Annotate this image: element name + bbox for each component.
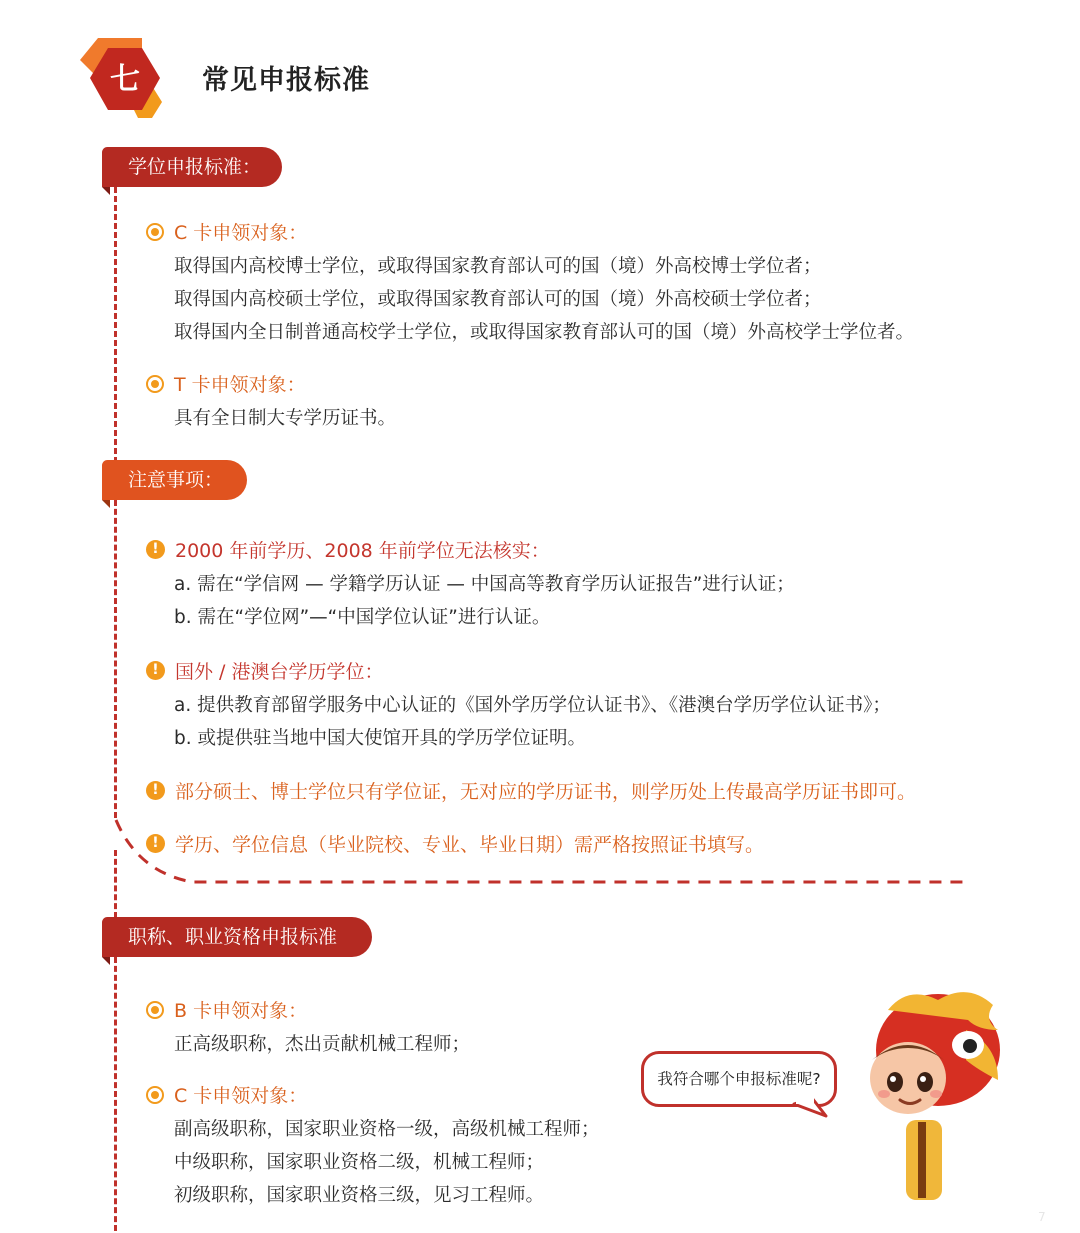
warning-icon: ! [146,834,165,853]
title-c-line: 中级职称，国家职业资格二级，机械工程师； [174,1152,545,1173]
heading-text: C 卡申领对象： [174,1085,308,1107]
note-foreign-heading [146,657,383,684]
note-line: a. 需在“学信网 — 学籍学历认证 — 中国高等教育学历认证报告”进行认证； [174,574,795,595]
note-text: 部分硕士、博士学位只有学位证，无对应的学历证书，则学历处上传最高学历证书即可。 [175,781,917,803]
timeline-dash [114,500,117,818]
degree-c-line: 取得国内高校博士学位，或取得国家教育部认可的国（境）外高校博士学位者； [174,256,822,277]
tab-degree-standard: 学位申报标准： [102,147,282,187]
timeline-dash [114,187,117,463]
degree-c-line: 取得国内全日制普通高校学士学位，或取得国家教育部认可的国（境）外高校学士学位者。 [174,322,915,343]
note-line: b. 或提供驻当地中国大使馆开具的学历学位证明。 [174,728,587,749]
target-icon [146,1086,164,1104]
note-verification-heading [146,536,550,563]
target-icon [146,1001,164,1019]
degree-t-card-heading [146,370,306,397]
degree-c-line: 取得国内高校硕士学位，或取得国家教育部认可的国（境）外高校硕士学位者； [174,289,822,310]
dragon-mascot-icon [848,990,1008,1210]
note-highest-degree [146,777,916,804]
timeline-dash [114,957,117,1231]
heading-text: 国外 / 港澳台学历学位： [175,661,384,683]
timeline-dash [114,850,117,918]
heading-text: T 卡申领对象： [174,374,306,396]
warning-icon: ! [146,781,165,800]
note-line: a. 提供教育部留学服务中心认证的《国外学历学位认证书》、《港澳台学历学位认证书》； [174,695,891,716]
note-text: 学历、学位信息（毕业院校、专业、毕业日期）需严格按照证书填写。 [175,834,765,856]
section-number: 七 [110,62,140,97]
target-icon [146,375,164,393]
title-c-card-heading [146,1081,307,1108]
page-number: 7 [1038,1210,1046,1224]
heading-text: C 卡申领对象： [174,222,308,244]
heading-text: 2000 年前学历、2008 年前学位无法核实： [175,540,550,562]
note-fill-strictly [146,830,764,857]
section-title: 常见申报标准 [202,65,370,96]
tab-notes: 注意事项： [102,460,247,500]
target-icon [146,223,164,241]
tab-title-qualification: 职称、职业资格申报标准 [102,917,372,957]
speech-bubble: 我符合哪个申报标准呢? [641,1051,837,1107]
degree-c-card-heading [146,218,307,245]
degree-t-line: 具有全日制大专学历证书。 [174,408,397,429]
warning-icon: ! [146,540,165,559]
section-number-badge [80,38,172,118]
heading-text: B 卡申领对象： [174,1000,308,1022]
warning-icon: ! [146,661,165,680]
title-c-line: 副高级职称，国家职业资格一级，高级机械工程师； [174,1119,600,1140]
title-b-line: 正高级职称，杰出贡献机械工程师； [174,1034,471,1055]
speech-bubble-tail [790,1098,830,1120]
note-line: b. 需在“学位网”—“中国学位认证”进行认证。 [174,607,551,628]
title-b-card-heading [146,996,307,1023]
title-c-line: 初级职称，国家职业资格三级，见习工程师。 [174,1185,545,1206]
